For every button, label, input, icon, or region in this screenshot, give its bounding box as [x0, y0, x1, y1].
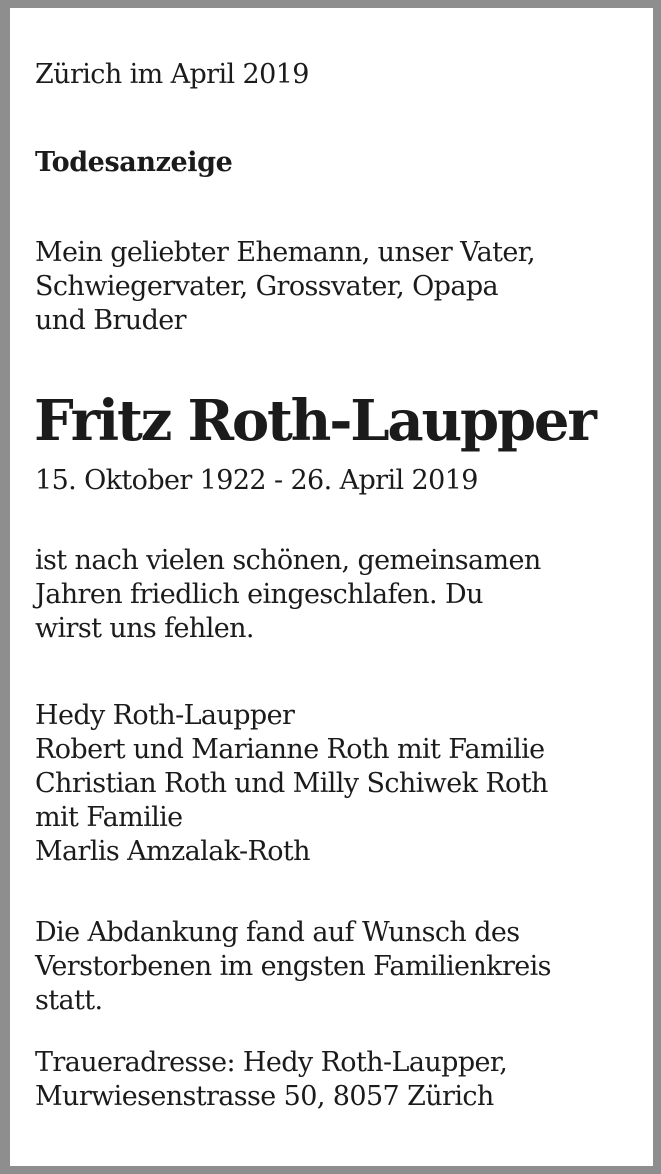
- farewell-message: [35, 544, 541, 646]
- address-line: Traueradresse: Hedy Roth-Laupper,: [35, 1047, 508, 1078]
- obituary-notice: [10, 8, 653, 1166]
- funeral-line: Verstorbenen im engsten Familienkreis: [35, 951, 551, 982]
- mourner-line: mit Familie: [35, 802, 183, 833]
- message-line: ist nach vielen schönen, gemeinsamen: [35, 545, 541, 576]
- place-date: Zürich im April 2019: [35, 59, 309, 90]
- notice-heading: Todesanzeige: [35, 147, 233, 178]
- mourners-list: [35, 699, 548, 869]
- life-dates: 15. Oktober 1922 - 26. April 2019: [35, 465, 478, 496]
- mourner-line: Marlis Amzalak-Roth: [35, 836, 310, 867]
- deceased-name: Fritz Roth-Laupper: [34, 388, 595, 454]
- funeral-info: [35, 916, 551, 1018]
- mourner-line: Robert und Marianne Roth mit Familie: [35, 734, 545, 765]
- message-line: Jahren friedlich eingeschlafen. Du: [35, 579, 483, 610]
- funeral-line: statt.: [35, 985, 103, 1016]
- message-line: wirst uns fehlen.: [35, 613, 254, 644]
- mourner-line: Christian Roth und Milly Schiwek Roth: [35, 768, 548, 799]
- funeral-line: Die Abdankung fand auf Wunsch des: [35, 917, 520, 948]
- intro-line: und Bruder: [35, 305, 186, 336]
- mourning-address: [35, 1046, 507, 1114]
- intro-line: Mein geliebter Ehemann, unser Vater,: [35, 237, 536, 268]
- intro-text: [35, 236, 535, 338]
- mourner-line: Hedy Roth-Laupper: [35, 700, 295, 731]
- address-line: Murwiesenstrasse 50, 8057 Zürich: [35, 1081, 494, 1112]
- intro-line: Schwiegervater, Grossvater, Opapa: [35, 271, 499, 302]
